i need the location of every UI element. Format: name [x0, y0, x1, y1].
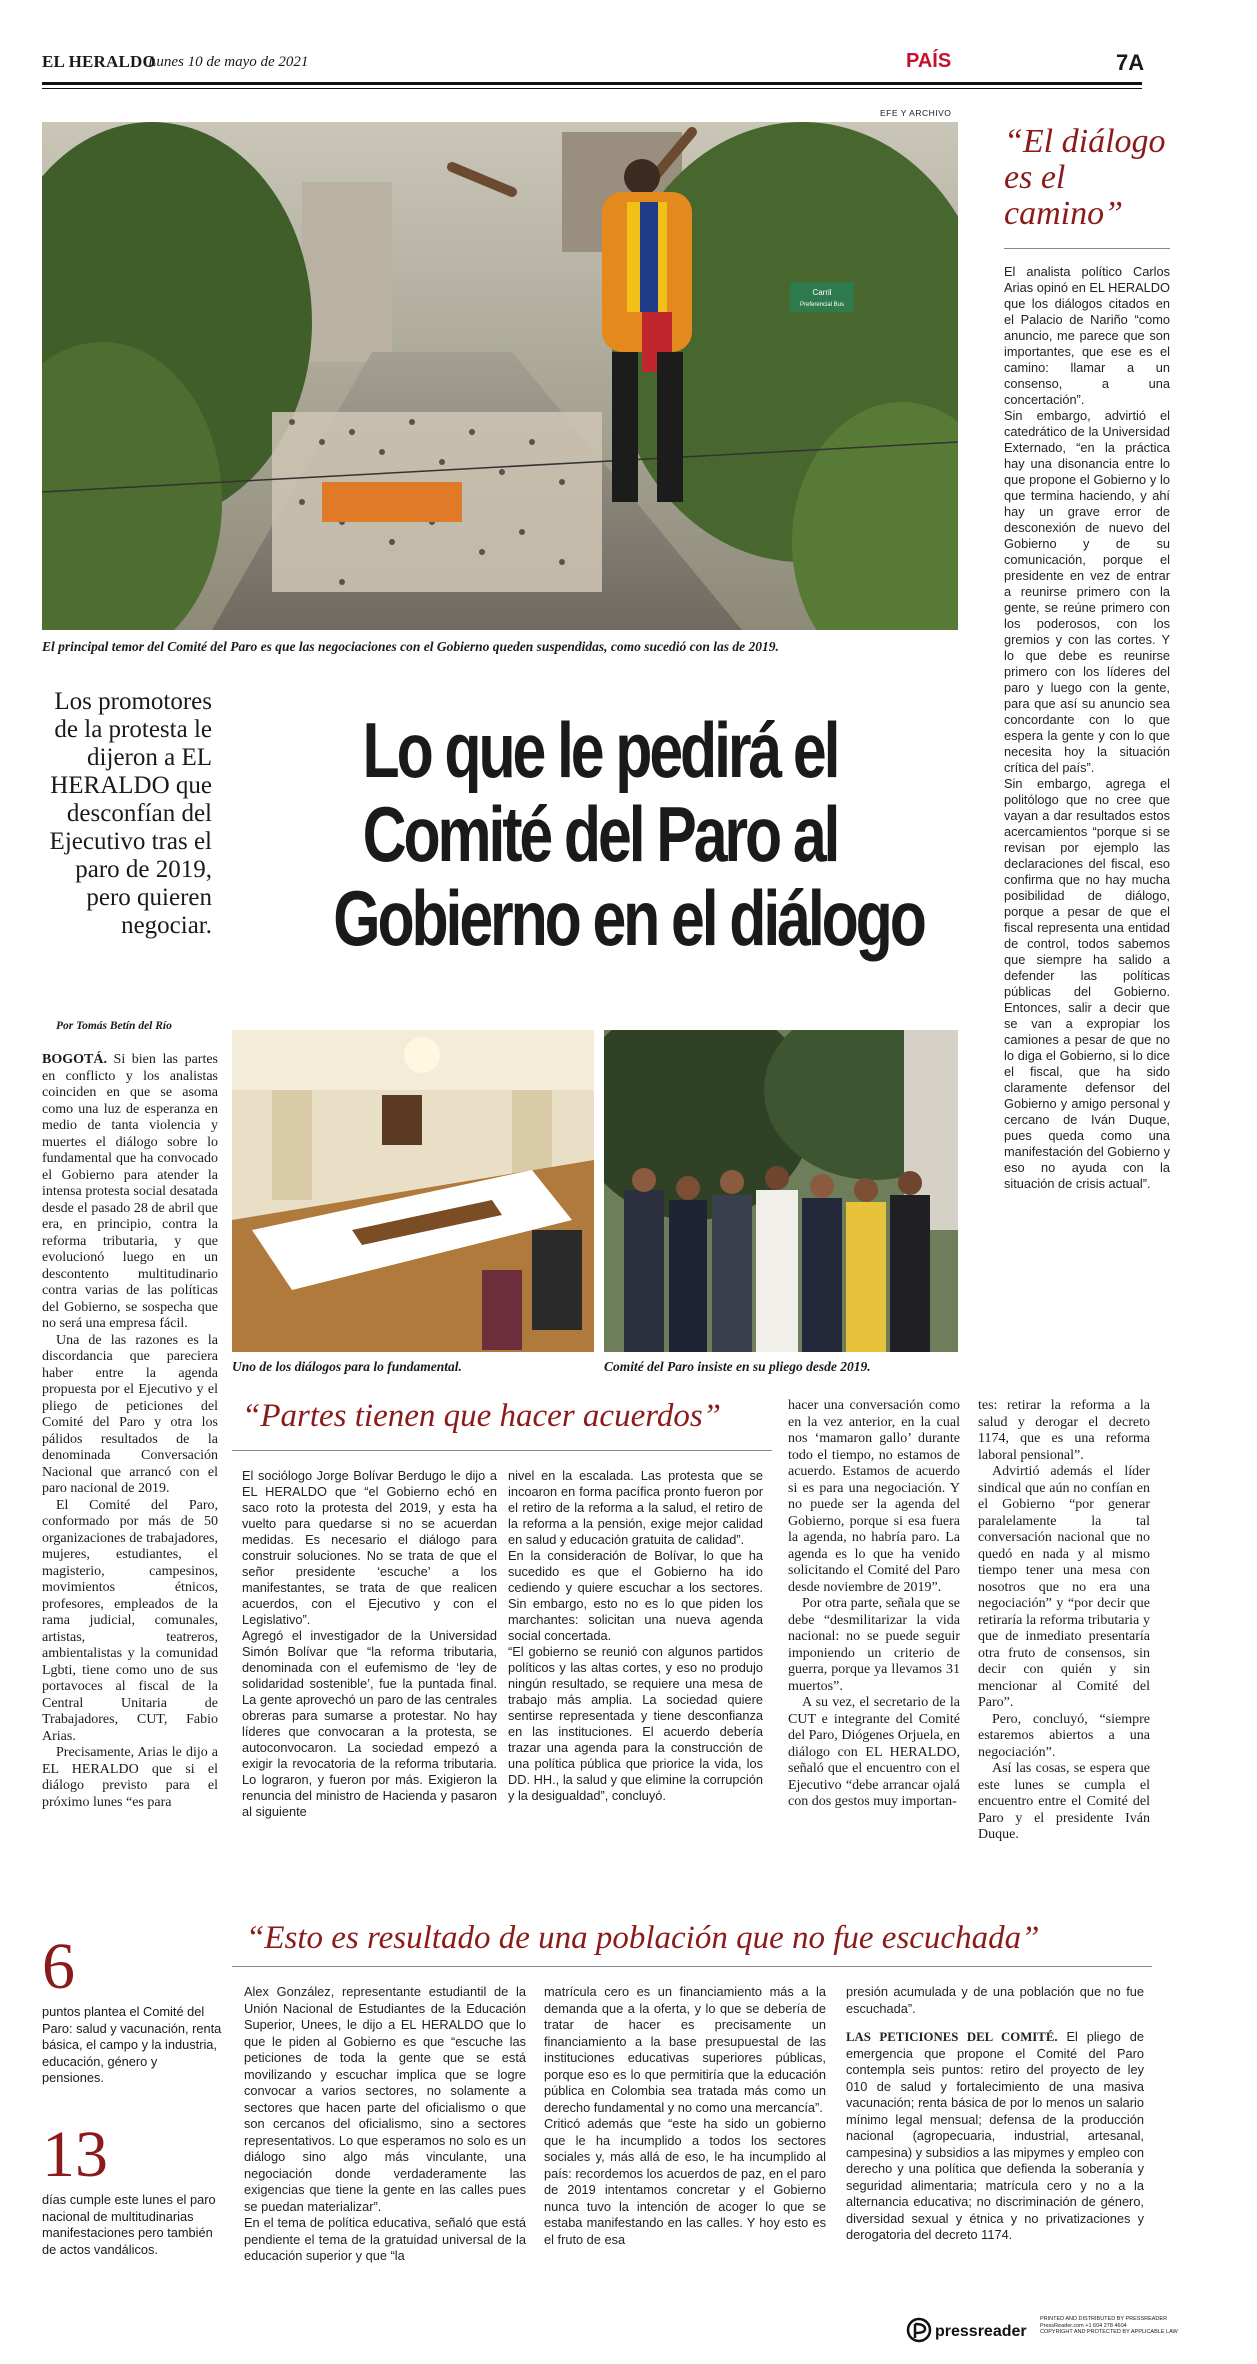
newspaper-name: EL HERALDO — [42, 52, 156, 71]
main-photo — [42, 122, 958, 630]
paragraph: Pero, concluyó, “siempre estaremos abiertos a una negociación”. — [978, 1711, 1150, 1760]
headline-line: Gobierno en el diálogo — [333, 874, 924, 962]
svg-text:Carril: Carril — [812, 288, 832, 297]
paragraph: Advirtió además el líder sindical que aún no confían en el Gobierno “por generar paralelamente la tal conversación nacional que no quedó en nada y al mismo tiempo tener una mesa con nosotros que no era una negociación” y “por decir que retiraría la reforma tributaria y que de inmediato presentaría otra fruto de consensos, sin decir con quién y sin mencionar al Comité del Paro”. — [978, 1464, 1150, 1710]
paragraph: Si bien las partes en conflicto y los analistas coinciden en que se asoma como una luz de esperanza en medio de tanta violencia y muertes el diálogo sobre lo fundamental que ha convocado el Gobierno para atender la intensa protesta social desatada desde el pasado 28 de abril que era, en principio, contra la reforma tributaria, y que evolucionó luego en un descontento multitudinario contra varias de las políticas del Gobierno, se sospecha que no será una empresa fácil. — [42, 1052, 218, 1331]
section-title: “Esto es resultado de una población que no fue escuchada” — [246, 1920, 1040, 1956]
paragraph: El Comité del Paro, conformado por más de 50 organizaciones de trabajadores, mujeres, estudiantes, el magisterio, campesinos, movimientos étnicos, profesores, empleados de la rama judicial, comunales, artistas, teatreros, ambientalistas y la comunidad Lgbti, tiene como uno de sus portavoces al fiscal de la Central Unitaria de Trabajadores, CUT, Fabio Arias. — [42, 1497, 218, 1744]
article-headline — [333, 706, 924, 962]
subhead: LAS PETICIONES DEL COMITÉ. — [846, 2030, 1058, 2044]
headline-line: Comité del Paro al — [362, 790, 838, 878]
section-title: “Partes tienen que hacer acuerdos” — [242, 1398, 722, 1434]
issue-date: Lunes 10 de mayo de 2021 — [148, 54, 309, 70]
section-label: PAÍS — [906, 50, 952, 72]
section-column: Alex González, representante estudiantil de la Unión Nacional de Estudiantes de la Educación Superior, Unees, le dijo a EL HERALDO que lo que le piden al Gobierno es que “escuche las peticiones de toda la gente que se está movilizando y escuchar implica que se logre convocar a varios sectores, no solamente a sectores que hacen parte del oficialismo o que son cercanos del oficialismo, sino a sectores representativos. Lo que esperamos no solo es un diálogo sino algo más vinculante, una negociación donde verdaderamente las exigencias que tiene la gente en las calles pues se puedan materializar”. En el tema de política educativa, señaló que está pendiente el tema de la gratuidad universal de la educación superior y que “la — [244, 1984, 526, 2263]
sidebar-title: “El diálogo es el camino” — [1004, 123, 1166, 232]
meeting-photo-caption: Uno de los diálogos para lo fundamental. — [232, 1359, 462, 1374]
fineprint-line: PressReader.com +1 604 278 4604 — [1040, 2322, 1127, 2329]
committee-photo-caption: Comité del Paro insiste en su pliego desde 2019. — [604, 1359, 871, 1374]
article-column — [978, 1398, 1150, 1844]
header-rule — [42, 82, 1142, 85]
paragraph — [846, 2029, 1144, 2244]
lead-column — [42, 1052, 218, 1811]
fineprint-line: COPYRIGHT AND PROTECTED BY APPLICABLE LAW — [1040, 2329, 1178, 2335]
sidebar-paragraph: Sin embargo, advirtió el catedrático de la Universidad Externado, “en la práctica hay una disonancia entre lo que propone el Gobierno y lo que termina haciendo, y ahí hay un grave error de desconexión de nuevo del Gobierno y de su comunicación, porque el presidente en vez de entrar a reunirse primero con la gente, se reúne primero con los poderosos, con los gremios y con las cortes. Y lo que debe es reunirse primero con los líderes del paro y luego con la gente, para que así su anuncio sea concordante con lo que espera la gente y con lo que necesita hoy la situación crítica del país”. — [1004, 408, 1170, 775]
paragraph: presión acumulada y de una población que no fue escuchada”. — [846, 1984, 1144, 2016]
svg-text:Preferencial Bus: Preferencial Bus — [799, 302, 845, 308]
photo-credit: EFE Y ARCHIVO — [880, 108, 952, 118]
paragraph: Así las cosas, se espera que este lunes se cumpla el encuentro entre el Comité del Paro y el presidente Iván Duque. — [978, 1761, 1150, 1842]
main-photo-caption: El principal temor del Comité del Paro es que las negociaciones con el Gobierno queden suspendidas, como sucedió con las de 2019. — [42, 639, 779, 654]
sidebar-paragraph: Sin embargo, agrega el politólogo que no cree que vayan a dar resultados estos acercamientos “porque si se revisan por ejemplo las declaraciones del fiscal, eso confirma que no hay mucha posibilidad de diálogo, porque a pesar de que el fiscal representa una entidad de control, todos sabemos que siempre ha salido a defender las políticas públicas del Gobierno. Entonces, salir a decir que se van a expropiar los camiones a pesar de que no lo diga el Gobierno, si lo dice el fiscal, que ha sido claramente defensor del Gobierno y amigo personal y cercano de Iván Duque, pues queda como una manifestación del Gobierno y eso no ayuda con la situación de crisis actual”. — [1004, 776, 1170, 1191]
section-rule — [232, 1450, 772, 1451]
paragraph: Por otra parte, señala que se debe “desmilitarizar la vida nacional: no se puede seguir imponiendo un criterio de guerra, porque ya llevamos 31 muertos”. — [788, 1596, 960, 1694]
paragraph-text: El pliego de emergencia que propone el Comité del Paro contempla seis puntos: retiro del proyecto de ley 010 de salud y fortalecimiento de una masiva vacunación; renta básica de por lo menos un salario mínimo legal mensual; defensa de la producción nacional (agropecuaria, industrial, artesanal, campesina) y subsidios a las mipymes y empleo con derecho y una política que defienda la soberanía y seguridad alimentaria; matrícula cero y no a la alternancia educativa; no discriminación de género, diversidad sexual y étnica y no privatizaciones y derogatoria del decreto 1174. — [846, 2029, 1145, 2242]
paragraph: hacer una conversación como en la vez anterior, en la cual nos ‘mamaron gallo’ durante todo el tiempo, no estamos de acuerdo. Estamos de acuerdo si es para una negociación. Y no puede ser la agenda del Gobierno, porque si esa fuera la agenda, no habría paro. La agenda es lo que ha venido solicitando el Comité del Paro desde noviembre de 2019”. — [788, 1398, 960, 1595]
section-column: matrícula cero es un financiamiento más a la demanda que a la oferta, y lo que se debería de tratar de hacer es precisamente un financiamiento a la base presupuestal de las instituciones educativas superiores públicas, porque eso es lo que permitiría que la educación pública en Colombia sea tratada más como un derecho fundamental y no como una mercancía”. Criticó además que “este ha sido un gobierno que le ha incumplido a todos los sectores sociales y, más allá de eso, le ha incumplido al país: recordemos los acuerdos de paz, en el paro de 2019 intentamos concretar y el Gobierno nunca tuvo la intención de acoger lo que se estaba manifestando en las calles. Y hoy esto es el fruto de esa — [544, 1984, 826, 2247]
section-column — [846, 1984, 1144, 2244]
fact-number: 6 — [42, 1930, 75, 2003]
paragraph: tes: retirar la reforma a la salud y derogar el decreto 1174, que es una reforma laboral pensional”. — [978, 1398, 1150, 1463]
pressreader-logo — [905, 2314, 1035, 2346]
pressreader-brand: pressreader — [935, 2323, 1027, 2340]
paragraph: Una de las razones es la discordancia que pareciera haber entre la agenda propuesta por el Ejecutivo y el pliego de peticiones del Comité del Paro y otra los pálidos resultados de la denominada Conversación Nacional que arrancó con el paro nacional de 2019. — [42, 1332, 218, 1496]
meeting-photo — [232, 1030, 594, 1352]
sidebar-body — [1004, 264, 1170, 1192]
fineprint-line: PRINTED AND DISTRIBUTED BY PRESSREADER — [1040, 2316, 1168, 2322]
fact-number: 13 — [42, 2118, 108, 2191]
fact-text: días cumple este lunes el paro nacional de multitudinarias manifestaciones pero también de actos vandálicos. — [42, 2192, 216, 2257]
section-column: El sociólogo Jorge Bolívar Berdugo le dijo a EL HERALDO que “el Gobierno echó en saco roto la protesta del 2019, y esta ha vuelto para quedarse si no se acuerdan medidas. Es necesario el diálogo para construir soluciones. No se trata de que el señor presidente ‘escuche’ a los manifestantes, se trata de que realicen acuerdos, con el Ejecutivo y con el Legislativo”. Agregó el investigador de la Universidad Simón Bolívar que “la reforma tributaria, denominada con el eufemismo de ‘ley de solidaridad sostenible’, fue la puntada final. La gente aprovechó un paro de las centrales obreras para sumarse a protestar. No hay líderes que convocaran a la protesta, se autoconvocaron. La sociedad empezó a exigir la revocatoria de la reforma tributaria. Lo lograron, y fueron por más. Exigieron la renuncia del ministro de Hacienda y pasaron al siguiente — [242, 1468, 497, 1819]
article-column — [788, 1398, 960, 1811]
committee-photo — [604, 1030, 958, 1352]
dateline: BOGOTÁ. — [42, 1052, 107, 1067]
article-deck: Los promotores de la protesta le dijeron a EL HERALDO que desconfían del Ejecutivo tras el paro de 2019, pero quieren negociar. — [49, 688, 212, 939]
fact-text: puntos plantea el Comité del Paro: salud y vacunación, renta básica, el campo y la industria, educación, género y pensiones. — [42, 2004, 222, 2085]
sidebar-rule — [1004, 248, 1170, 249]
headline-line: Lo que le pedirá el — [362, 706, 838, 794]
byline: Por Tomás Betín del Río — [56, 1020, 172, 1032]
header-rule-thin — [42, 88, 1142, 89]
paragraph: A su vez, el secretario de la CUT e integrante del Comité del Paro, Diógenes Orjuela, en diálogo con EL HERALDO, señaló que el encuentro con el Ejecutivo “debe arrancar ojalá con dos gestos muy importan- — [788, 1695, 960, 1809]
paragraph: Precisamente, Arias le dijo a EL HERALDO que si el diálogo previsto para el próximo lunes “es para — [42, 1745, 218, 1810]
pressreader-fineprint — [1040, 2316, 1190, 2336]
section-column: nivel en la escalada. Las protesta que se incoaron en forma pacífica pronto fueron por el retiro de la reforma a la salud, el retiro de la reforma a la pensión, exige mejor calidad en salud y educación gratuita de calidad”. En la consideración de Bolívar, lo que ha sucedido es que el Gobierno ha ido cediendo y quiere escuchar a los sectores. Sin embargo, esto no es lo que piden los marchantes: solicitan una nueva agenda social concertada. “El gobierno se reunió con algunos partidos políticos y las altas cortes, y eso no produjo ningún resultado, se requiere una mesa de trabajo más amplia. La sociedad quiere sentirse representada y tiene desconfianza en las instituciones. El acuerdo debería trazar una agenda para la construcción de una política pública que priorice la vida, los DD. HH., la salud y que elimine la corrupción y la desigualdad”, concluyó. — [508, 1468, 763, 1803]
sidebar-paragraph: El analista político Carlos Arias opinó en EL HERALDO que los diálogos citados en el Palacio de Nariño “como anuncio, me parece que son importantes, que ese es el camino: llamar a un consenso, a una concertación”. — [1004, 264, 1170, 407]
section-rule — [232, 1966, 1152, 1967]
page-number: 7A — [1116, 50, 1145, 75]
